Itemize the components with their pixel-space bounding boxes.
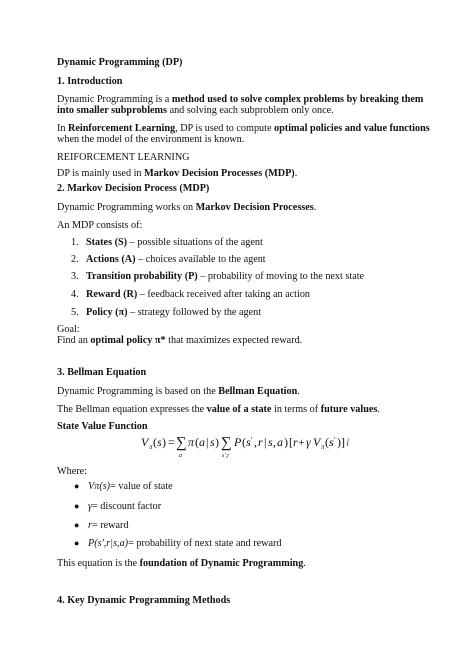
- svg-text:r: r: [258, 435, 263, 449]
- list-item: 2. Actions (A) – choices available to the agent: [71, 254, 266, 265]
- goal-label: Goal:: [57, 324, 80, 335]
- bullet-icon: ●: [74, 481, 80, 491]
- list-item: ● r= reward: [74, 520, 129, 531]
- goal-line: Find an optimal policy π* that maximizes expected reward.: [57, 335, 303, 346]
- svg-text:∑: ∑: [221, 435, 232, 451]
- svg-text:,: ,: [254, 435, 257, 449]
- list-item: 5. Policy (π) – strategy followed by the agent: [71, 307, 262, 318]
- svg-text:∑: ∑: [176, 435, 187, 451]
- svg-text:): ): [162, 435, 166, 449]
- svg-text:|: |: [206, 435, 209, 449]
- section-heading-introduction: 1. Introduction: [57, 76, 123, 87]
- svg-text:): ): [215, 435, 219, 449]
- where-label: Where:: [57, 466, 87, 477]
- svg-text:): ): [284, 435, 288, 449]
- svg-text:i: i: [346, 435, 350, 449]
- bullet-icon: ●: [74, 501, 80, 511]
- section-heading-bellman: 3. Bellman Equation: [57, 367, 147, 378]
- list-item: ● P(s',r|s,a)= probability of next state and reward: [74, 538, 282, 549]
- svg-text:V: V: [313, 435, 321, 449]
- svg-text:[: [: [289, 435, 293, 449]
- mdp-list: [57, 236, 427, 320]
- section-heading-mdp: 2. Markov Decision Process (MDP): [57, 183, 210, 194]
- list-item: 3. Transition probability (P) – probability of moving to the next state: [71, 271, 365, 282]
- list-item: ● Vπ(s)= value of state: [74, 481, 173, 492]
- foundation-line: This equation is the foundation of Dynamic Programming.: [57, 558, 306, 569]
- svg-text:': ': [334, 436, 336, 444]
- svg-text:a: a: [277, 435, 283, 449]
- intro-paragraph-line2: into smaller subproblems and solving each subproblem only once.: [57, 105, 334, 116]
- svg-text:π: π: [321, 443, 325, 451]
- list-item: 4. Reward (R) – feedback received after taking an action: [71, 289, 311, 300]
- svg-text:s',r: s',r: [222, 453, 230, 459]
- svg-text:a: a: [199, 435, 205, 449]
- svg-text:,: ,: [273, 435, 276, 449]
- list-item: ● γ= discount factor: [74, 501, 162, 512]
- svg-text:s: s: [210, 435, 215, 449]
- svg-text:π: π: [188, 435, 195, 449]
- svg-text:): ): [337, 435, 341, 449]
- bellman-expresses-line: The Bellman equation expresses the value of a state in terms of future values.: [57, 404, 380, 415]
- rl-paragraph-line2: when the model of the environment is known.: [57, 134, 245, 145]
- bellman-equation: [57, 432, 417, 460]
- svg-text:=: =: [168, 435, 175, 449]
- svg-text:s: s: [157, 435, 162, 449]
- svg-text:(: (: [153, 435, 157, 449]
- bellman-intro-line: Dynamic Programming is based on the Bellman Equation.: [57, 386, 300, 397]
- svg-text:(: (: [242, 435, 246, 449]
- svg-text:γ: γ: [306, 435, 311, 449]
- section-heading-dp-methods: 4. Key Dynamic Programming Methods: [57, 595, 231, 606]
- svg-text:+: +: [298, 435, 305, 449]
- svg-text:(: (: [195, 435, 199, 449]
- intro-paragraph: Dynamic Programming is a method used to solve complex problems by breaking them: [57, 94, 424, 105]
- list-item: 1. States (S) – possible situations of the agent: [71, 237, 263, 248]
- svg-text:s: s: [246, 435, 251, 449]
- bullet-icon: ●: [74, 538, 80, 548]
- mdp-consists-line: An MDP consists of:: [57, 220, 143, 231]
- svg-text:a: a: [179, 453, 182, 459]
- mdp-intro-line: Dynamic Programming works on Markov Decision Processes.: [57, 202, 317, 213]
- state-value-function-heading: State Value Function: [57, 421, 148, 432]
- rl-uppercase-line: REIFORCEMENT LEARNING: [57, 152, 190, 163]
- document-title: Dynamic Programming (DP): [57, 57, 183, 68]
- svg-text:V: V: [141, 435, 149, 449]
- svg-text:s: s: [268, 435, 273, 449]
- svg-text:': ': [251, 436, 253, 444]
- dp-usage-line: DP is mainly used in Markov Decision Processes (MDP).: [57, 168, 298, 179]
- svg-text:(: (: [325, 435, 329, 449]
- svg-text:]: ]: [341, 435, 345, 449]
- where-list: [57, 480, 427, 550]
- svg-text:s: s: [329, 435, 334, 449]
- svg-text:|: |: [264, 435, 267, 449]
- svg-text:r: r: [293, 435, 298, 449]
- rl-paragraph: In Reinforcement Learning, DP is used to compute optimal policies and value functions: [57, 123, 430, 134]
- svg-text:P: P: [234, 435, 242, 449]
- svg-text:π: π: [149, 443, 153, 451]
- bullet-icon: ●: [74, 520, 80, 530]
